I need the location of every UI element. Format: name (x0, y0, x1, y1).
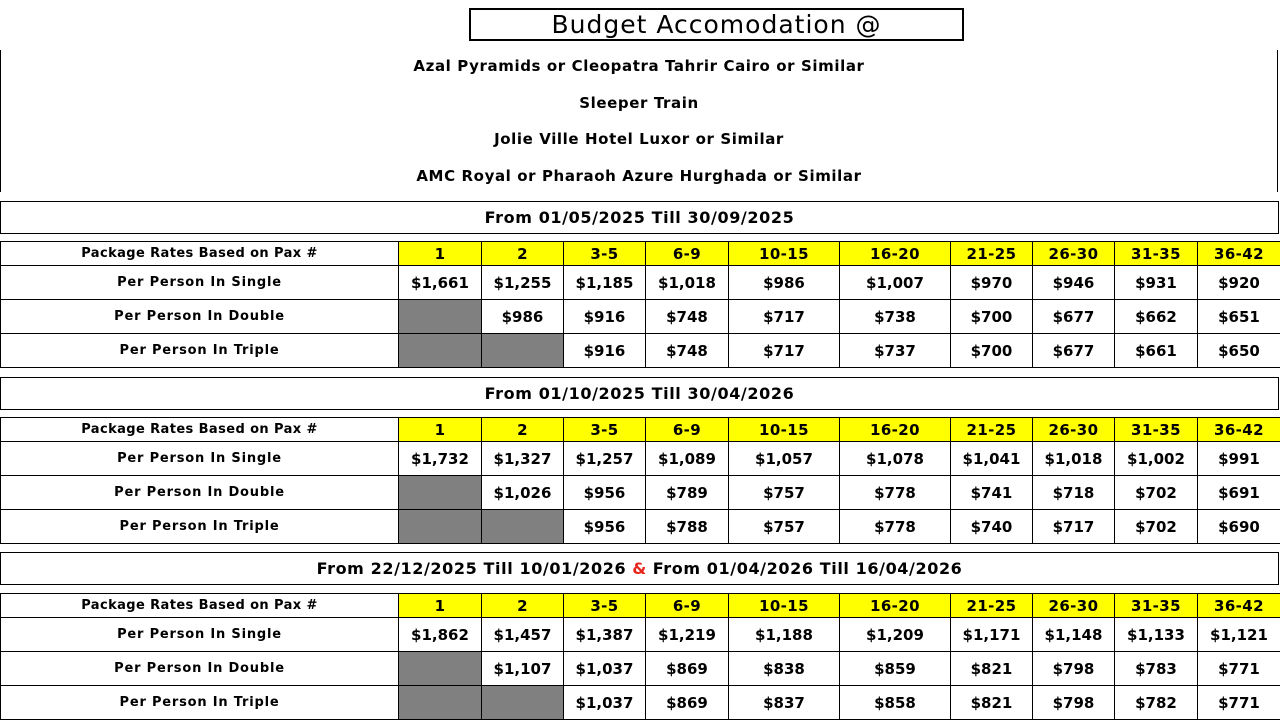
unavailable-cell (399, 652, 482, 686)
price-cell: $798 (1033, 652, 1115, 686)
hotel-cairo: Azal Pyramids or Cleopatra Tahrir Cairo or Similar (413, 57, 865, 75)
price-cell: $748 (646, 300, 729, 334)
price-cell: $1,018 (646, 266, 729, 300)
price-cell: $1,121 (1198, 618, 1280, 652)
table-header-row (1, 594, 1280, 618)
table-row (1, 652, 1280, 686)
price-cell: $677 (1033, 300, 1115, 334)
price-cell: $718 (1033, 476, 1115, 510)
pax-group-header: 6-9 (646, 418, 729, 442)
price-cell: $757 (729, 510, 840, 544)
price-cell: $1,255 (482, 266, 564, 300)
pax-group-header: 36-42 (1198, 594, 1280, 618)
price-cell: $1,002 (1115, 442, 1198, 476)
price-cell: $970 (951, 266, 1033, 300)
pax-group-header: 10-15 (729, 242, 840, 266)
price-cell: $757 (729, 476, 840, 510)
price-cell: $1,089 (646, 442, 729, 476)
price-cell: $771 (1198, 652, 1280, 686)
price-cell: $738 (840, 300, 951, 334)
price-cell: $1,107 (482, 652, 564, 686)
table-row (1, 442, 1280, 476)
pax-group-header: 16-20 (840, 594, 951, 618)
table-row (1, 476, 1280, 510)
price-cell: $717 (1033, 510, 1115, 544)
table-header-row (1, 418, 1280, 442)
unavailable-cell (399, 334, 482, 368)
price-cell: $986 (482, 300, 564, 334)
price-cell: $1,007 (840, 266, 951, 300)
unavailable-cell (399, 686, 482, 720)
pax-group-header: 21-25 (951, 594, 1033, 618)
row-label: Per Person In Triple (1, 686, 399, 720)
price-cell: $1,026 (482, 476, 564, 510)
hotel-hurghada: AMC Royal or Pharaoh Azure Hurghada or Similar (416, 167, 862, 185)
price-cell: $788 (646, 510, 729, 544)
price-cell: $946 (1033, 266, 1115, 300)
price-cell: $869 (646, 652, 729, 686)
price-cell: $956 (564, 510, 646, 544)
period-title-3 (0, 552, 1279, 585)
pax-group-header: 3-5 (564, 242, 646, 266)
row-label: Per Person In Single (1, 266, 399, 300)
price-cell: $789 (646, 476, 729, 510)
price-cell: $1,327 (482, 442, 564, 476)
unavailable-cell (482, 510, 564, 544)
price-cell: $821 (951, 686, 1033, 720)
price-cell: $748 (646, 334, 729, 368)
price-cell: $740 (951, 510, 1033, 544)
table-row (1, 686, 1280, 720)
price-cell: $1,133 (1115, 618, 1198, 652)
table-row (1, 300, 1280, 334)
pax-group-header: 16-20 (840, 418, 951, 442)
price-cell: $783 (1115, 652, 1198, 686)
header-label: Package Rates Based on Pax # (1, 242, 399, 266)
price-cell: $1,219 (646, 618, 729, 652)
period-title-3-part1: From 22/12/2025 Till 10/01/2026 (316, 559, 627, 578)
hotel-list (0, 50, 1278, 192)
pax-group-header: 26-30 (1033, 418, 1115, 442)
row-label: Per Person In Double (1, 300, 399, 334)
header-label: Package Rates Based on Pax # (1, 594, 399, 618)
pax-group-header: 1 (399, 594, 482, 618)
pax-group-header: 36-42 (1198, 242, 1280, 266)
pax-group-header: 2 (482, 418, 564, 442)
price-cell: $1,457 (482, 618, 564, 652)
page-title: Budget Accomodation @ (469, 8, 964, 41)
price-cell: $931 (1115, 266, 1198, 300)
table-row (1, 618, 1280, 652)
price-cell: $702 (1115, 510, 1198, 544)
pax-group-header: 31-35 (1115, 242, 1198, 266)
row-label: Per Person In Single (1, 618, 399, 652)
price-cell: $858 (840, 686, 951, 720)
row-label: Per Person In Single (1, 442, 399, 476)
pax-group-header: 36-42 (1198, 418, 1280, 442)
row-label: Per Person In Triple (1, 334, 399, 368)
pax-group-header: 2 (482, 242, 564, 266)
price-cell: $1,732 (399, 442, 482, 476)
price-cell: $1,018 (1033, 442, 1115, 476)
price-cell: $690 (1198, 510, 1280, 544)
price-cell: $651 (1198, 300, 1280, 334)
price-cell: $650 (1198, 334, 1280, 368)
price-cell: $702 (1115, 476, 1198, 510)
price-cell: $1,171 (951, 618, 1033, 652)
price-cell: $837 (729, 686, 840, 720)
table-row (1, 266, 1280, 300)
price-cell: $1,185 (564, 266, 646, 300)
price-cell: $1,188 (729, 618, 840, 652)
rates-table-1 (0, 241, 1280, 368)
header-label: Package Rates Based on Pax # (1, 418, 399, 442)
price-cell: $859 (840, 652, 951, 686)
pax-group-header: 31-35 (1115, 418, 1198, 442)
pax-group-header: 3-5 (564, 418, 646, 442)
pax-group-header: 26-30 (1033, 594, 1115, 618)
period-title-3-ampersand: & (632, 559, 647, 578)
unavailable-cell (399, 510, 482, 544)
table-row (1, 510, 1280, 544)
price-cell: $838 (729, 652, 840, 686)
pax-group-header: 31-35 (1115, 594, 1198, 618)
pax-group-header: 26-30 (1033, 242, 1115, 266)
price-cell: $661 (1115, 334, 1198, 368)
pax-group-header: 1 (399, 242, 482, 266)
price-cell: $717 (729, 334, 840, 368)
unavailable-cell (399, 300, 482, 334)
price-cell: $956 (564, 476, 646, 510)
price-cell: $821 (951, 652, 1033, 686)
price-cell: $1,209 (840, 618, 951, 652)
price-cell: $1,037 (564, 652, 646, 686)
price-cell: $1,037 (564, 686, 646, 720)
pax-group-header: 2 (482, 594, 564, 618)
price-cell: $782 (1115, 686, 1198, 720)
price-cell: $920 (1198, 266, 1280, 300)
period-title-2: From 01/10/2025 Till 30/04/2026 (0, 377, 1279, 410)
price-cell: $741 (951, 476, 1033, 510)
table-header-row (1, 242, 1280, 266)
row-label: Per Person In Double (1, 476, 399, 510)
price-cell: $798 (1033, 686, 1115, 720)
price-cell: $778 (840, 476, 951, 510)
price-cell: $1,661 (399, 266, 482, 300)
price-cell: $986 (729, 266, 840, 300)
rates-table-2 (0, 417, 1280, 544)
price-cell: $1,387 (564, 618, 646, 652)
price-cell: $677 (1033, 334, 1115, 368)
row-label: Per Person In Double (1, 652, 399, 686)
rates-table-3 (0, 593, 1280, 720)
price-cell: $1,148 (1033, 618, 1115, 652)
price-cell: $916 (564, 300, 646, 334)
price-cell: $717 (729, 300, 840, 334)
price-cell: $778 (840, 510, 951, 544)
price-cell: $1,078 (840, 442, 951, 476)
unavailable-cell (482, 686, 564, 720)
pax-group-header: 21-25 (951, 242, 1033, 266)
pax-group-header: 3-5 (564, 594, 646, 618)
period-title-3-part2: From 01/04/2026 Till 16/04/2026 (652, 559, 963, 578)
pax-group-header: 16-20 (840, 242, 951, 266)
pax-group-header: 6-9 (646, 594, 729, 618)
price-cell: $1,057 (729, 442, 840, 476)
price-cell: $771 (1198, 686, 1280, 720)
price-cell: $991 (1198, 442, 1280, 476)
pax-group-header: 1 (399, 418, 482, 442)
unavailable-cell (399, 476, 482, 510)
price-cell: $700 (951, 300, 1033, 334)
price-cell: $737 (840, 334, 951, 368)
table-row (1, 334, 1280, 368)
unavailable-cell (482, 334, 564, 368)
price-cell: $700 (951, 334, 1033, 368)
price-cell: $916 (564, 334, 646, 368)
hotel-train: Sleeper Train (579, 94, 699, 112)
price-cell: $869 (646, 686, 729, 720)
price-cell: $1,862 (399, 618, 482, 652)
row-label: Per Person In Triple (1, 510, 399, 544)
pax-group-header: 10-15 (729, 594, 840, 618)
price-cell: $1,257 (564, 442, 646, 476)
hotel-luxor: Jolie Ville Hotel Luxor or Similar (494, 130, 784, 148)
pax-group-header: 10-15 (729, 418, 840, 442)
pax-group-header: 21-25 (951, 418, 1033, 442)
period-title-1: From 01/05/2025 Till 30/09/2025 (0, 201, 1279, 234)
price-cell: $691 (1198, 476, 1280, 510)
price-cell: $1,041 (951, 442, 1033, 476)
price-cell: $662 (1115, 300, 1198, 334)
pax-group-header: 6-9 (646, 242, 729, 266)
